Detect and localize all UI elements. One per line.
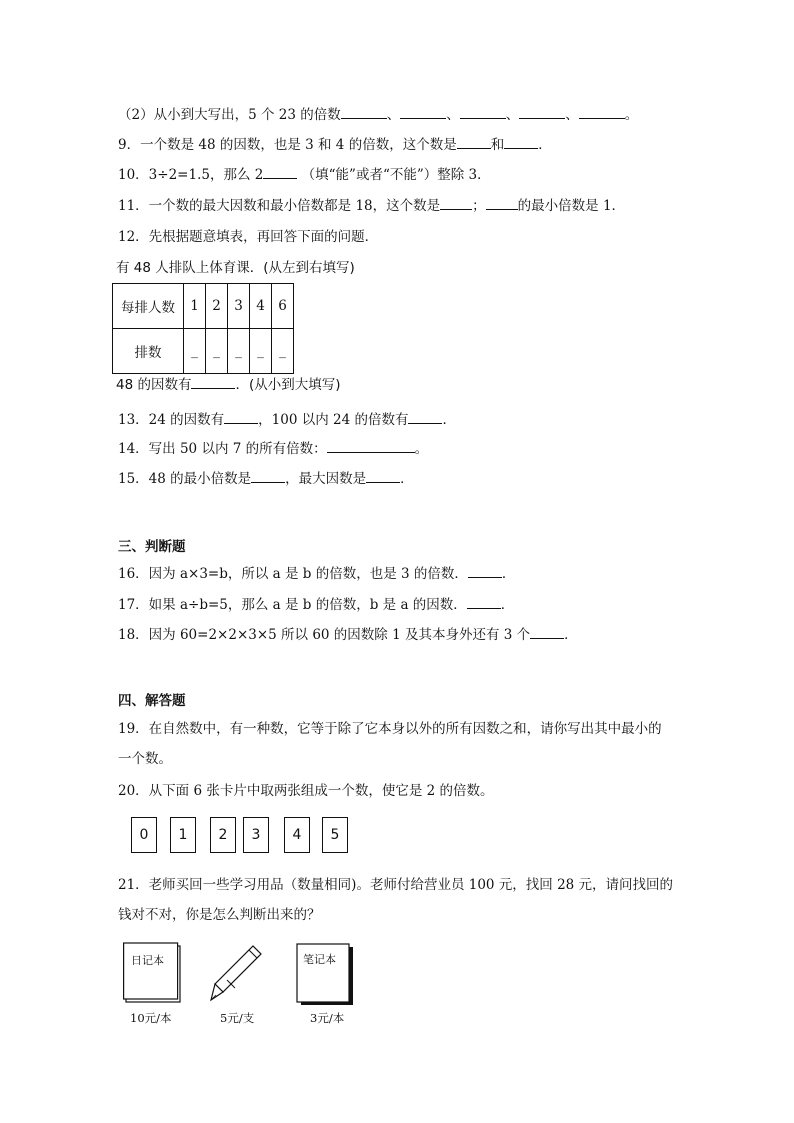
answer-cell[interactable]: _ [184, 329, 206, 374]
question-text-mid: ，最大因数是 [285, 471, 367, 487]
question-text-end: ．(从小到大填写) [235, 377, 341, 393]
question-text: 14．写出 50 以内 7 的所有倍数： [118, 441, 327, 457]
answer-blank[interactable] [224, 410, 258, 424]
end-mark: ． [564, 627, 578, 643]
question-text-mid: ，100 以内 24 的倍数有 [258, 412, 409, 428]
diary-price: 10元/本 [130, 1011, 172, 1025]
answer-blank[interactable] [519, 105, 565, 119]
question-12-subtext: 有 48 人排队上体育课．(从左到右填写) [116, 260, 355, 276]
table-row [113, 329, 294, 374]
question-21-line-1: 21．老师买回一些学习用品（数量相同)。老师付给营业员 100 元，找回 28 元，请问找回的 [118, 877, 674, 893]
question-text: （2）从小到大写出，5 个 23 的倍数 [118, 107, 341, 123]
question-18 [118, 625, 578, 644]
number-card[interactable]: 5 [322, 817, 348, 853]
number-card[interactable]: 0 [131, 817, 157, 853]
separator: 、 [386, 107, 401, 123]
diary-picture [123, 942, 183, 1006]
answer-blank[interactable] [366, 469, 400, 483]
connector-text: 和 [490, 137, 505, 153]
answer-blank[interactable] [327, 439, 415, 453]
question-20: 20．从下面 6 张卡片中取两张组成一个数，使它是 2 的倍数。 [118, 783, 494, 799]
notebook-picture [296, 943, 356, 1007]
question-12-answer [116, 375, 341, 394]
question-text-end: 的最小倍数是 1． [517, 198, 626, 214]
answer-cell[interactable]: _ [206, 329, 228, 374]
number-card[interactable]: 2 [210, 817, 236, 853]
question-12: 12．先根据题意填表，再回答下面的问题． [118, 229, 379, 245]
question-9 [118, 135, 552, 154]
table-cell: 2 [206, 284, 228, 329]
table-cell: 1 [184, 284, 206, 329]
answer-cell[interactable]: _ [272, 329, 294, 374]
end-mark: 。 [624, 107, 639, 123]
end-mark: ． [501, 566, 516, 582]
end-mark: ． [500, 597, 515, 613]
question-text: 15．48 的最小倍数是 [118, 471, 252, 487]
answer-blank[interactable] [468, 564, 502, 578]
separator: 、 [565, 107, 579, 123]
question-text: 48 的因数有 [116, 377, 192, 393]
answer-blank[interactable] [191, 375, 235, 389]
answer-blank[interactable] [460, 105, 506, 119]
question-19-line-2: 一个数。 [118, 751, 172, 767]
diary-cover-text: 日记本 [131, 954, 164, 967]
end-mark: 。 [414, 441, 429, 457]
answer-blank[interactable] [530, 625, 564, 639]
pen-picture [205, 942, 265, 1004]
answer-cell[interactable]: _ [250, 329, 272, 374]
question-text: 10．3÷2=1.5，那么 2 [118, 167, 264, 183]
question-text: 11．一个数的最大因数和最小倍数都是 18，这个数是 [118, 198, 441, 214]
answer-blank[interactable] [408, 410, 442, 424]
number-card[interactable]: 3 [243, 817, 269, 853]
answer-blank[interactable] [263, 165, 297, 179]
answer-blank[interactable] [341, 105, 387, 119]
separator: 、 [505, 107, 520, 123]
table-cell: 3 [228, 284, 250, 329]
answer-blank[interactable] [251, 469, 285, 483]
answer-blank[interactable] [440, 196, 472, 210]
question-11 [118, 196, 625, 215]
factor-table [112, 283, 294, 374]
question-text: 16．因为 a×3=b，所以 a 是 b 的倍数，也是 3 的倍数． [118, 566, 468, 582]
question-8-part-2 [118, 105, 638, 124]
table-cell: 6 [272, 284, 294, 329]
number-card[interactable]: 4 [284, 817, 310, 853]
row-header: 每排人数 [113, 284, 184, 329]
question-21-line-2: 钱对不对，你是怎么判断出来的？ [118, 907, 321, 923]
question-10 [118, 165, 491, 184]
table-cell: 4 [250, 284, 272, 329]
end-mark: ． [442, 412, 456, 428]
notebook-cover-text: 笔记本 [303, 953, 336, 966]
answer-blank[interactable] [467, 595, 501, 609]
question-14 [118, 439, 428, 458]
separator: ； [472, 198, 486, 214]
number-card[interactable]: 1 [170, 817, 196, 853]
answer-cell[interactable]: _ [228, 329, 250, 374]
section-title-judgement: 三、判断题 [118, 539, 186, 555]
question-text: 9．一个数是 48 的因数，也是 3 和 4 的倍数，这个数是 [118, 137, 457, 153]
question-19-line-1: 19．在自然数中，有一种数，它等于除了它本身以外的所有因数之和，请你写出其中最小的 [118, 721, 662, 737]
end-mark: ． [400, 471, 414, 487]
answer-blank[interactable] [486, 196, 518, 210]
notebook-price: 3元/本 [310, 1011, 345, 1025]
question-text: 17．如果 a÷b=5，那么 a 是 b 的倍数，b 是 a 的因数． [118, 597, 467, 613]
question-16 [118, 564, 515, 583]
answer-blank[interactable] [504, 135, 538, 149]
question-15 [118, 469, 414, 488]
question-13 [118, 410, 456, 429]
question-text: 18．因为 60=2×2×3×5 所以 60 的因数除 1 及其本身外还有 3 个 [118, 627, 531, 643]
table-row [113, 284, 294, 329]
answer-blank[interactable] [400, 105, 446, 119]
pen-price: 5元/支 [220, 1011, 255, 1025]
pen-icon [205, 942, 265, 1004]
answer-blank[interactable] [579, 105, 625, 119]
answer-blank[interactable] [457, 135, 491, 149]
question-text: 13．24 的因数有 [118, 412, 225, 428]
section-title-answer: 四、解答题 [118, 693, 186, 709]
separator: 、 [446, 107, 460, 123]
question-text-end: （填“能”或者“不能”）整除 3． [301, 167, 491, 183]
end-mark: ． [538, 137, 552, 153]
row-header: 排数 [113, 329, 184, 374]
question-17 [118, 595, 514, 614]
